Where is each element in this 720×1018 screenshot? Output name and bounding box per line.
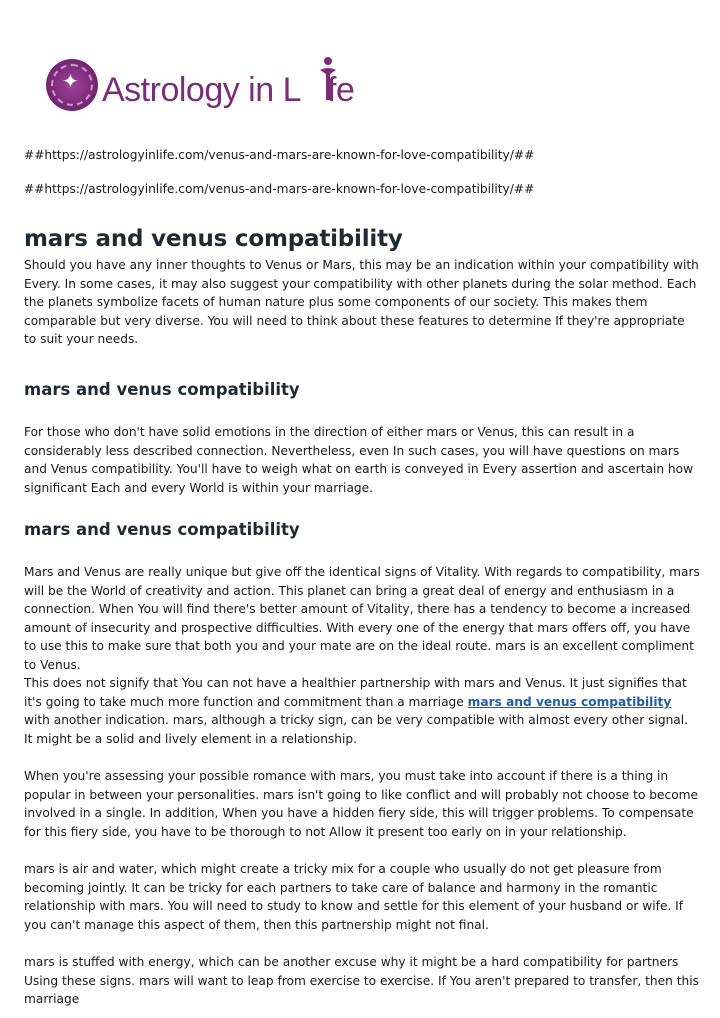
- logo-text: Astrology in L: [102, 71, 301, 109]
- source-url-line: ##https://astrologyinlife.com/venus-and-mars-are-known-for-love-compatibility/##: [24, 182, 535, 196]
- paragraph-text: with another indication. mars, although a tricky sign, can be very compatible with almost every other signal. It might be a solid and lively element in a relationship.: [24, 713, 689, 746]
- logo-text-tail: fe: [327, 71, 355, 109]
- logo-wordmark: [102, 60, 355, 110]
- paragraph: For those who don't have solid emotions in the direction of either mars or Venus, this can result in a considerably less described connection. Nevertheless, even In such cases, you will have questions on mars and Venus compatibility. You'll have to weigh what on earth is conveyed in Every assertion and ascertain how significant Each and every World is within your marriage.: [24, 425, 694, 495]
- paragraph: Mars and Venus are really unique but give off the identical signs of Vitality. With regards to compatibility, mars will be the World of creativity and action. This planet can bring a great deal of energy and enthusiasm in a connection. When You will find there's better amount of Vitality, there has a tendency to become a increased amount of insecurity and prospective difficulties. With every one of the energy that mars offers off, you have to use this to make sure that both you and your mate are on the ideal route. mars is an excellent compliment to Venus.: [24, 565, 700, 672]
- paragraph: mars is air and water, which might create a tricky mix for a couple who usually do not get pleasure from becoming jointly. It can be tricky for each partners to take care of balance and harmony in the romantic relationship with mars. You will need to study to know and settle for this element of your husband or wife. If you can't manage this aspect of them, then this partnership might not final.: [24, 862, 684, 932]
- site-logo[interactable]: [46, 56, 355, 114]
- zodiac-wheel-icon: ✦: [46, 59, 98, 111]
- section-heading: mars and venus compatibility: [24, 520, 300, 539]
- paragraph: [24, 674, 700, 748]
- paragraph: mars is stuffed with energy, which can be another excuse why it might be a hard compatibility for partners Using these signs. mars will want to leap from exercise to exercise. If You aren't prepared to transfer, then this marriage: [24, 955, 699, 1007]
- paragraph-text: This does not signify that You can not have a healthier partnership with mars and Venus. It just signifies that it's going to take much more function and commitment than a marriage: [24, 676, 687, 709]
- paragraph: Should you have any inner thoughts to Venus or Mars, this may be an indication within your compatibility with Every. In some cases, it may also suggest your compatibility with other planets during the solar method. Each the planets symbolize facets of human nature plus some components of our society. This makes them comparable but very diverse. You will need to think about these features to determine If they're appropriate to suit your needs.: [24, 258, 699, 347]
- source-url-line: ##https://astrologyinlife.com/venus-and-mars-are-known-for-love-compatibility/##: [24, 148, 535, 162]
- compatibility-link[interactable]: mars and venus compatibility: [467, 694, 672, 709]
- paragraph: When you're assessing your possible romance with mars, you must take into account if there is a thing in popular in between your personalities. mars isn't going to like conflict and will probably not choose to become involved in a single. In addition, When you have a hidden fiery side, this will trigger problems. To compensate for this fiery side, you have to be thorough to not Allow it present too early on in your relationship.: [24, 769, 699, 839]
- page-title: mars and venus compatibility: [24, 226, 403, 252]
- section-heading: mars and venus compatibility: [24, 380, 300, 399]
- logo-figure-icon: [303, 60, 355, 110]
